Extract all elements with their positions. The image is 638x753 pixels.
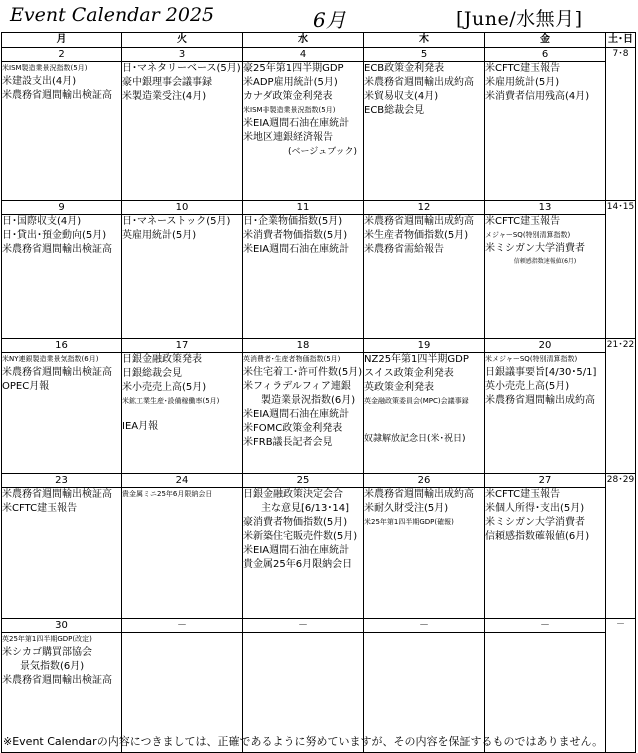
day-cell-wed xyxy=(243,488,364,619)
calendar-english-month: [June/水無月] xyxy=(456,8,583,30)
events-row xyxy=(2,488,636,619)
date-tue: 10 xyxy=(122,201,243,215)
date-mon: 9 xyxy=(2,201,122,215)
event-item: 米CFTC建玉報告 xyxy=(485,216,561,227)
weekday-wed: 水 xyxy=(243,33,364,48)
event-item: 英雇用統計(5月) xyxy=(122,230,197,241)
event-item: 米CFTC建玉報告 xyxy=(485,489,561,500)
weekday-fri: 金 xyxy=(485,33,606,48)
date-tue: － xyxy=(122,619,243,633)
event-item: 貴金属ミニ25年6月限納会日 xyxy=(122,490,213,498)
event-item: IEA月報 xyxy=(122,421,159,432)
event-item: 米ADP雇用統計(5月) xyxy=(243,77,338,88)
date-wed: － xyxy=(243,619,364,633)
event-item: 米雇用統計(5月) xyxy=(485,77,560,88)
date-wed: 25 xyxy=(243,474,364,488)
event-item: カナダ政策金利発表 xyxy=(243,91,333,102)
date-row xyxy=(2,339,636,353)
event-item: 米CFTC建玉報告 xyxy=(485,63,561,74)
event-item: 日･マネーストック(5月) xyxy=(122,216,231,227)
event-item: 日銀総裁会見 xyxy=(122,368,182,379)
date-wed: 11 xyxy=(243,201,364,215)
event-item: 英25年第1四半期GDP(改定) xyxy=(2,635,92,643)
event-item: 米EIA週間石油在庫統計 xyxy=(243,244,350,255)
event-item: 米新築住宅販売件数(5月) xyxy=(243,531,358,542)
day-cell-fri xyxy=(485,62,606,201)
event-item: NZ25年第1四半期GDP xyxy=(364,354,469,365)
event-item: 豪中銀理事会議事録 xyxy=(122,77,212,88)
date-row xyxy=(2,619,636,633)
event-item: 米農務省週間輸出成約高 xyxy=(485,395,595,406)
event-item: 信頼感指数確報値(6月) xyxy=(485,531,590,542)
date-mon: 30 xyxy=(2,619,122,633)
event-item xyxy=(364,420,484,432)
event-item: 米フィラデルフィア連銀 xyxy=(243,381,351,392)
date-wed: 4 xyxy=(243,48,364,62)
event-item: 日･貸出･預金動向(5月) xyxy=(2,230,107,241)
event-item: 米住宅着工･許可件数(5月) xyxy=(243,367,363,378)
event-item: 米農務省週間輸出検証高 xyxy=(2,90,112,101)
event-item: 米CFTC建玉報告 xyxy=(2,503,78,514)
event-item: 米農務省週間輸出検証高 xyxy=(2,367,112,378)
event-item: 米ISM製造業景況指数(5月) xyxy=(2,64,88,72)
day-cell-thu xyxy=(364,488,485,619)
event-item: (ベージュブック) xyxy=(287,147,357,157)
date-thu: － xyxy=(364,619,485,633)
event-item: 日銀金融政策発表 xyxy=(122,354,202,365)
event-item: 英金融政策委員会(MPC)会議事録 xyxy=(364,397,469,405)
event-item: 主な意見[6/13･14] xyxy=(261,503,349,514)
date-row xyxy=(2,48,636,62)
calendar-header xyxy=(0,0,638,34)
date-fri: 13 xyxy=(485,201,606,215)
day-cell-tue xyxy=(122,215,243,339)
date-mon: 23 xyxy=(2,474,122,488)
event-item xyxy=(364,408,484,420)
event-item: 米農務省週間輸出検証高 xyxy=(2,675,112,686)
event-item: 米建設支出(4月) xyxy=(2,76,77,87)
event-item: 米農務省需給報告 xyxy=(364,244,444,255)
event-item: ECB総裁会見 xyxy=(364,105,425,116)
event-item: 米生産者物価指数(5月) xyxy=(364,230,469,241)
date-weekend: 7･8 xyxy=(606,48,636,201)
day-cell-wed xyxy=(243,353,364,474)
date-thu: 19 xyxy=(364,339,485,353)
disclaimer-footer: ※Event Calendarの内容につきましては、正確であるように努めていますが、その内容を保証するものではありません。 xyxy=(3,735,604,748)
event-item: 米個人所得･支出(5月) xyxy=(485,503,585,514)
event-item: 米製造業受注(4月) xyxy=(122,91,207,102)
day-cell-thu xyxy=(364,215,485,339)
day-cell-wed xyxy=(243,215,364,339)
event-item: 米農務省週間輸出成約高 xyxy=(364,77,474,88)
event-item: 米農務省週間輸出成約高 xyxy=(364,216,474,227)
event-item: メジャーSQ(特別清算指数) xyxy=(485,231,571,239)
day-cell-fri xyxy=(485,353,606,474)
weekday-tue: 火 xyxy=(122,33,243,48)
event-item: 景気指数(6月) xyxy=(20,661,85,672)
day-cell-mon xyxy=(2,353,122,474)
events-row xyxy=(2,215,636,339)
date-thu: 12 xyxy=(364,201,485,215)
event-item: 英政策金利発表 xyxy=(364,382,434,393)
event-item: 日･マネタリーベース(5月) xyxy=(122,63,241,74)
event-item: 米農務省週間輸出成約高 xyxy=(364,489,474,500)
date-row xyxy=(2,201,636,215)
day-cell-mon xyxy=(2,488,122,619)
event-item: ECB政策金利発表 xyxy=(364,63,445,74)
calendar-title: Event Calendar 2025 xyxy=(10,4,215,26)
date-thu: 26 xyxy=(364,474,485,488)
event-item: 米EIA週間石油在庫統計 xyxy=(243,409,350,420)
event-item: 米耐久財受注(5月) xyxy=(364,503,449,514)
date-thu: 5 xyxy=(364,48,485,62)
event-item: 米EIA週間石油在庫統計 xyxy=(243,545,350,556)
weekday-header-row xyxy=(2,33,636,48)
date-fri: 27 xyxy=(485,474,606,488)
event-item: 米小売売上高(5月) xyxy=(122,382,207,393)
event-item: 米EIA週間石油在庫統計 xyxy=(243,118,350,129)
event-item: 米FRB議長記者会見 xyxy=(243,437,333,448)
event-item: 米農務省週間輸出検証高 xyxy=(2,244,112,255)
day-cell-tue xyxy=(122,353,243,474)
event-item: スイス政策金利発表 xyxy=(364,368,454,379)
event-item xyxy=(122,408,242,420)
day-cell-fri xyxy=(485,488,606,619)
date-weekend: 28･29 xyxy=(606,474,636,619)
day-cell-mon xyxy=(2,215,122,339)
event-item: 米地区連銀経済報告 xyxy=(243,132,333,143)
date-weekend: － xyxy=(606,619,636,753)
event-item: 豪25年第1四半期GDP xyxy=(243,63,344,74)
date-tue: 24 xyxy=(122,474,243,488)
day-cell-thu xyxy=(364,62,485,201)
date-weekend: 14･15 xyxy=(606,201,636,339)
event-item: 米消費者信用残高(4月) xyxy=(485,91,590,102)
event-item: OPEC月報 xyxy=(2,381,50,392)
weekday-weekend: 土･日 xyxy=(606,33,636,48)
event-item: 米25年第1四半期GDP(確報) xyxy=(364,518,454,526)
date-tue: 17 xyxy=(122,339,243,353)
day-cell-wed xyxy=(243,62,364,201)
event-item: 日･国際収支(4月) xyxy=(2,216,82,227)
date-row xyxy=(2,474,636,488)
event-item: 製造業景況指数(6月) xyxy=(261,395,356,406)
event-item: 英小売売上高(5月) xyxy=(485,381,570,392)
date-wed: 18 xyxy=(243,339,364,353)
events-row xyxy=(2,353,636,474)
event-item: 米消費者物価指数(5月) xyxy=(243,230,348,241)
event-item: 米農務省週間輸出検証高 xyxy=(2,489,112,500)
date-mon: 2 xyxy=(2,48,122,62)
event-item: 英消費者･生産者物価指数(5月) xyxy=(243,355,341,363)
event-item: 米ISM非製造業景況指数(5月) xyxy=(243,106,336,114)
event-item: 豪消費者物価指数(5月) xyxy=(243,517,348,528)
day-cell-mon xyxy=(2,62,122,201)
date-fri: 20 xyxy=(485,339,606,353)
event-item: 米FOMC政策金利発表 xyxy=(243,423,343,434)
calendar-month: 6月 xyxy=(313,8,346,32)
event-item: 奴隷解放記念日(米･祝日) xyxy=(364,434,466,444)
date-tue: 3 xyxy=(122,48,243,62)
event-item: 米NY連銀製造業景気指数(6月) xyxy=(2,355,99,363)
date-weekend: 21･22 xyxy=(606,339,636,474)
day-cell-tue xyxy=(122,488,243,619)
event-item: 米貿易収支(4月) xyxy=(364,91,439,102)
date-mon: 16 xyxy=(2,339,122,353)
date-fri: － xyxy=(485,619,606,633)
date-fri: 6 xyxy=(485,48,606,62)
event-item: 日銀議事要旨[4/30･5/1] xyxy=(485,367,597,378)
weekday-mon: 月 xyxy=(2,33,122,48)
event-item: 信頼感指数速報値(6月) xyxy=(513,258,577,265)
event-item: 米メジャーSQ(特別清算指数) xyxy=(485,355,578,363)
event-item: 貴金属25年6月限納会日 xyxy=(243,559,353,570)
weekday-thu: 木 xyxy=(364,33,485,48)
day-cell-fri xyxy=(485,215,606,339)
day-cell-tue xyxy=(122,62,243,201)
events-row xyxy=(2,62,636,201)
day-cell-thu xyxy=(364,353,485,474)
event-item: 米シカゴ購買部協会 xyxy=(2,647,92,658)
event-item: 日･企業物価指数(5月) xyxy=(243,216,343,227)
event-item: 米ミシガン大学消費者 xyxy=(485,517,585,528)
event-item: 米鉱工業生産･設備稼働率(5月) xyxy=(122,397,220,405)
calendar-grid xyxy=(1,32,636,753)
event-item: 米ミシガン大学消費者 xyxy=(485,243,585,254)
event-item: 日銀金融政策決定会合 xyxy=(243,489,343,500)
